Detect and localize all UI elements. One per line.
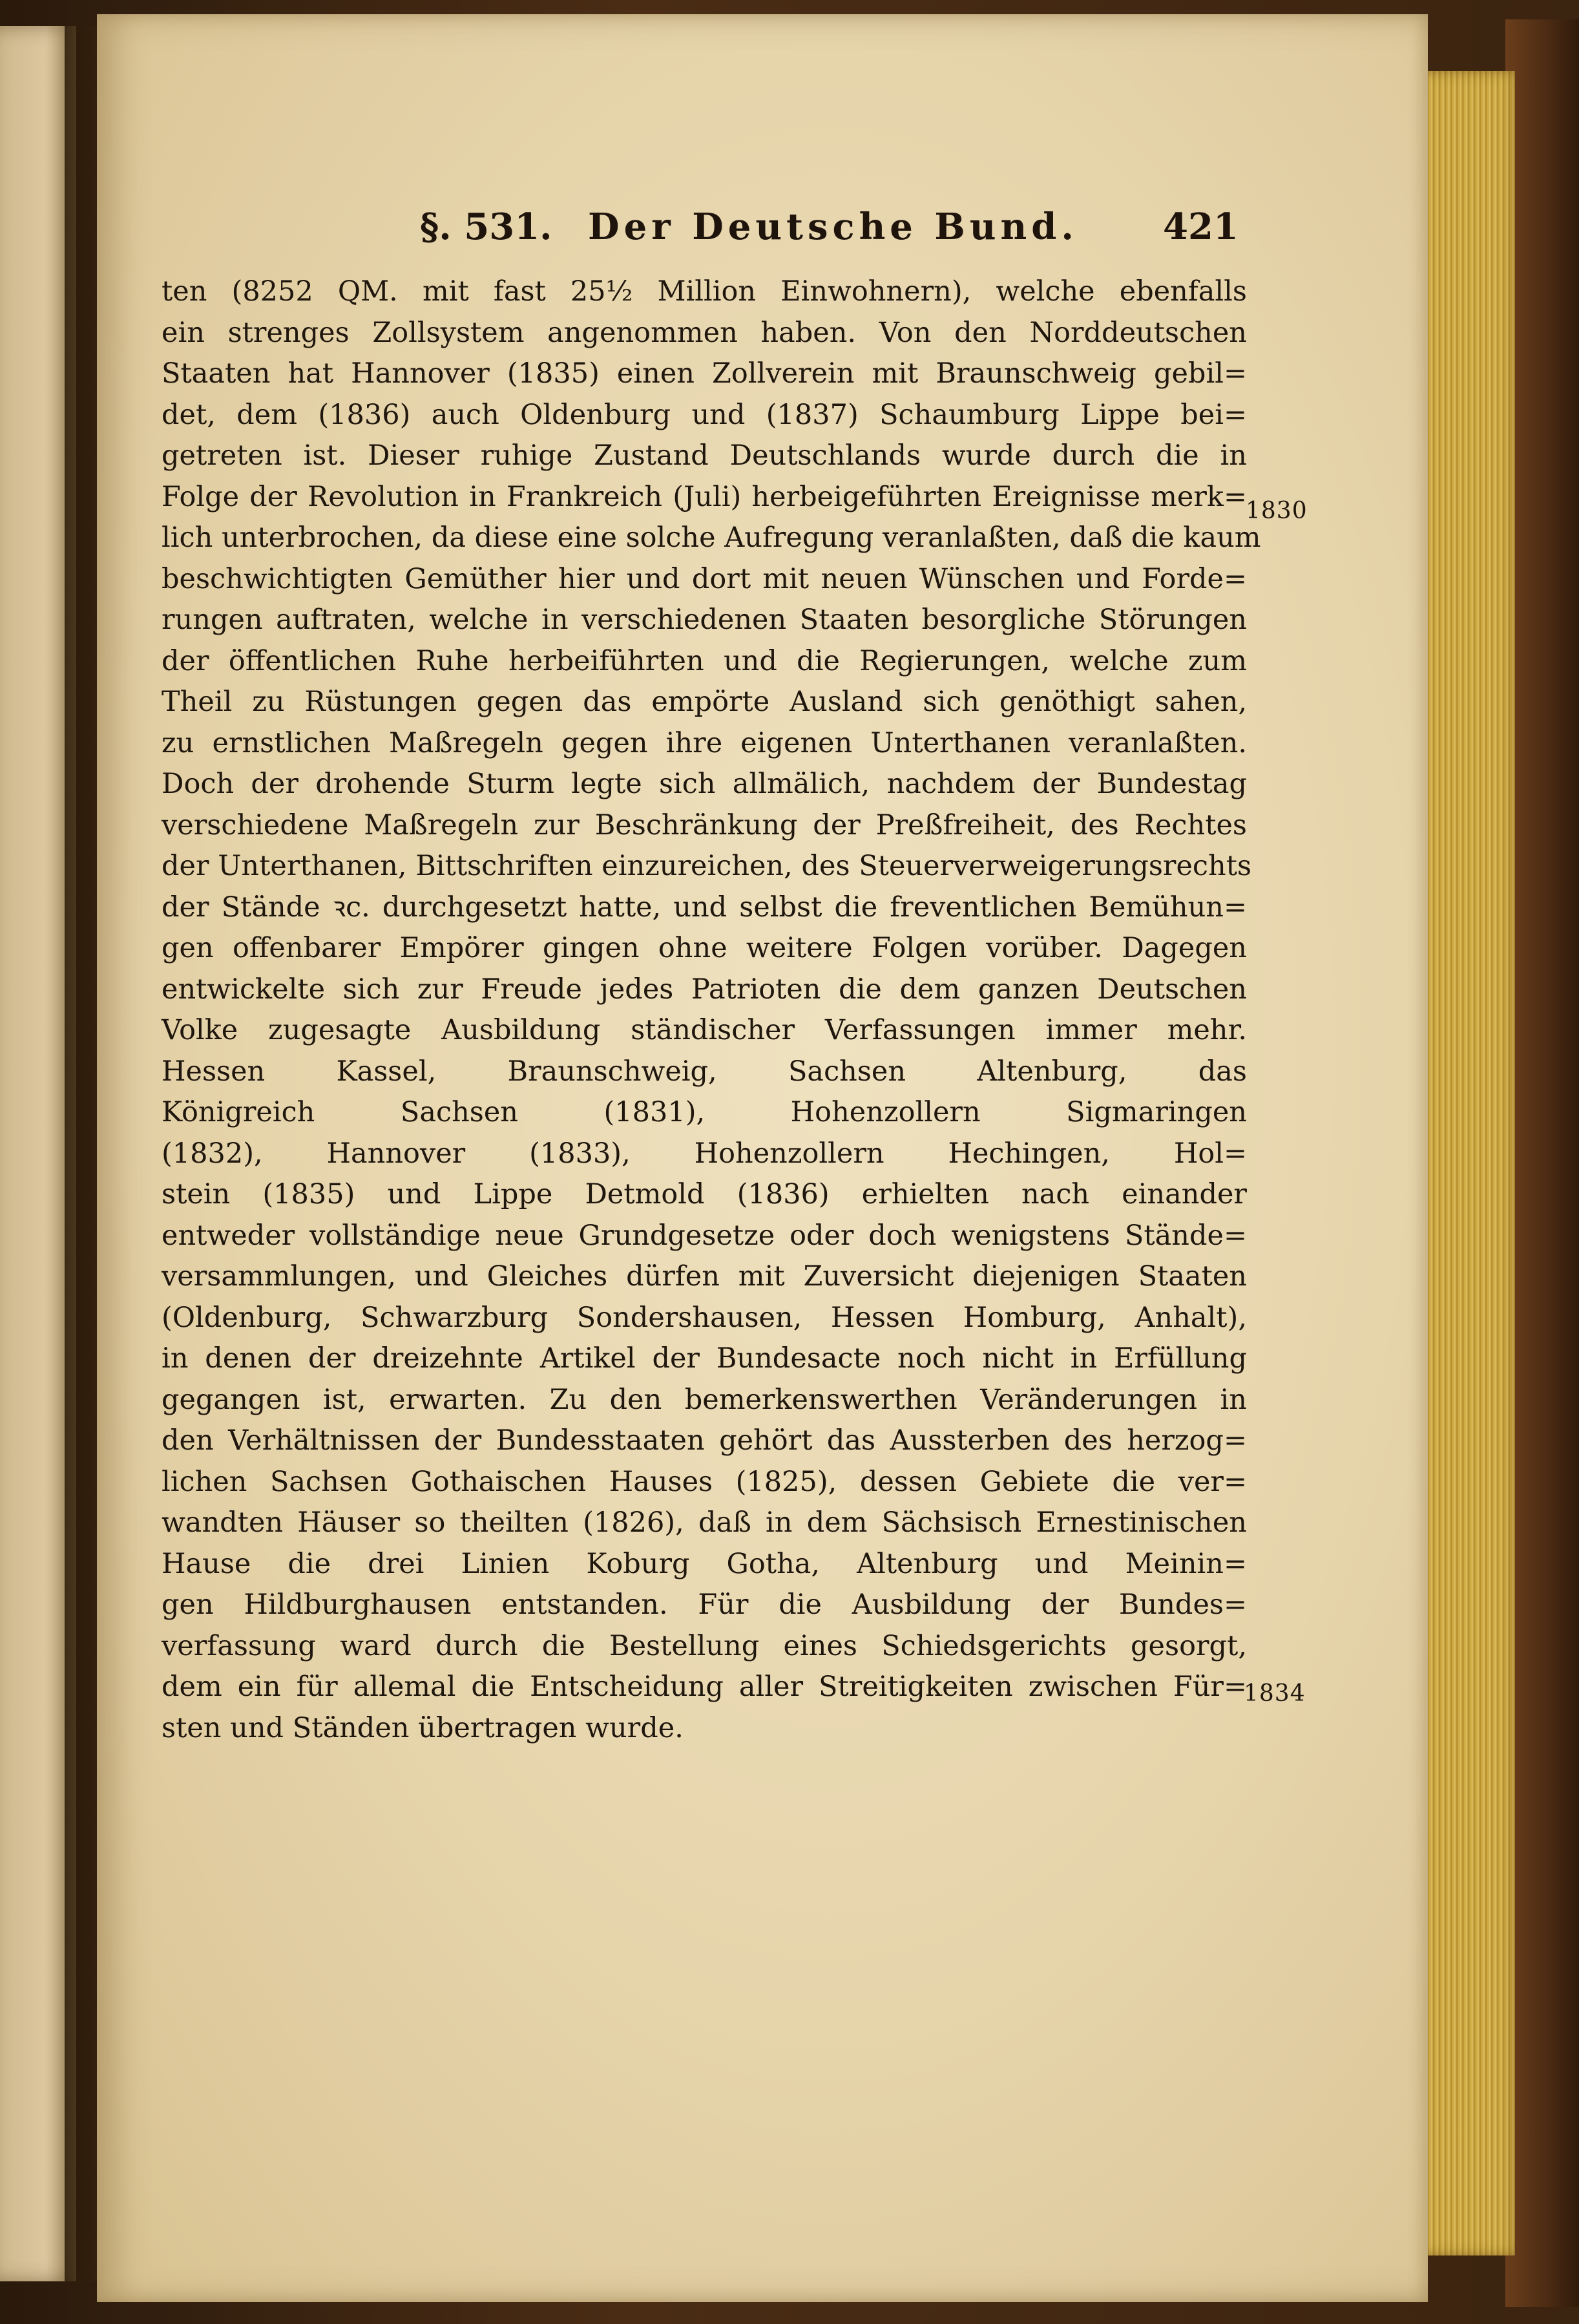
text-line: gen Hildburghausen entstanden. Für die Ausbildung der Bundes=	[162, 1589, 1247, 1621]
section-number: §. 531.	[420, 206, 552, 248]
body-text	[162, 271, 1261, 1749]
margin-year-1834: 1834	[1244, 1680, 1306, 1707]
text-line: lich unterbrochen, da diese eine solche Aufregung veranlaßten, daß die kaum	[162, 522, 1261, 554]
text-line: gen offenbarer Empörer gingen ohne weitere Folgen vorüber. Dagegen	[162, 932, 1247, 964]
text-line: den Verhältnissen der Bundesstaaten gehört das Aussterben des herzog=	[162, 1424, 1247, 1457]
text-line: wandten Häuser so theilten (1826), daß in dem Sächsisch Ernestinischen	[162, 1506, 1247, 1539]
running-header	[401, 206, 1240, 257]
text-line: gegangen ist, erwarten. Zu den bemerkenswerthen Veränderungen in	[162, 1383, 1247, 1416]
text-line: sten und Ständen übertragen wurde.	[162, 1711, 684, 1744]
text-line: Doch der drohende Sturm legte sich allmälich, nachdem der Bundestag	[162, 768, 1247, 800]
text-line: der öffentlichen Ruhe herbeiführten und die Regierungen, welche zum	[162, 644, 1247, 677]
text-line: dem ein für allemal die Entscheidung aller Streitigkeiten zwischen Für=	[162, 1671, 1247, 1703]
text-line: getreten ist. Dieser ruhige Zustand Deutschlands wurde durch die in	[162, 439, 1247, 472]
text-line: der Unterthanen, Bittschriften einzureichen, des Steuerverweigerungsrechts	[162, 850, 1252, 882]
text-line: beschwichtigten Gemüther hier und dort mit neuen Wünschen und Forde=	[162, 562, 1247, 595]
text-line: Hause die drei Linien Koburg Gotha, Altenburg und Meinin=	[162, 1547, 1247, 1580]
text-line: in denen der dreizehnte Artikel der Bundesacte noch nicht in Erfüllung	[162, 1342, 1247, 1375]
text-line: verschiedene Maßregeln zur Beschränkung der Preßfreiheit, des Rechtes	[162, 808, 1247, 841]
text-line: Folge der Revolution in Frankreich (Juli) herbeigeführten Ereignisse merk=	[162, 480, 1247, 513]
text-line: entweder vollständige neue Grundgesetze oder doch wenigstens Stände=	[162, 1219, 1247, 1252]
text-line: (Oldenburg, Schwarzburg Sondershausen, Hessen Homburg, Anhalt),	[162, 1301, 1247, 1334]
text-line: rungen auftraten, welche in verschiedenen Staaten besorgliche Störungen	[162, 604, 1247, 636]
text-line: zu ernstlichen Maßregeln gegen ihre eigenen Unterthanen veranlaßten.	[162, 726, 1247, 759]
margin-year-1830: 1830	[1246, 498, 1308, 524]
text-line: Theil zu Rüstungen gegen das empörte Ausland sich genöthigt sahen,	[162, 686, 1247, 718]
text-line: (1832), Hannover (1833), Hohenzollern Hechingen, Hol=	[162, 1137, 1247, 1170]
text-line: Hessen Kassel, Braunschweig, Sachsen Altenburg, das	[162, 1055, 1247, 1088]
text-line: verfassung ward durch die Bestellung eines Schiedsgerichts gesorgt,	[162, 1629, 1247, 1662]
text-line: versammlungen, und Gleiches dürfen mit Zuversicht diejenigen Staaten	[162, 1260, 1247, 1293]
gilt-page-edges	[1418, 71, 1515, 2255]
text-line: ein strenges Zollsystem angenommen haben. Von den Norddeutschen	[162, 316, 1247, 349]
book-cover-edge	[1505, 19, 1579, 2307]
text-line: Königreich Sachsen (1831), Hohenzollern Sigmaringen	[162, 1096, 1247, 1128]
text-line: ten (8252 QM. mit fast 25½ Million Einwohnern), welche ebenfalls	[162, 275, 1247, 308]
page-number: 421	[1163, 206, 1239, 248]
text-line: det, dem (1836) auch Oldenburg und (1837) Schaumburg Lippe bei=	[162, 398, 1247, 431]
text-line: lichen Sachsen Gothaischen Hauses (1825), dessen Gebiete die ver=	[162, 1465, 1247, 1498]
text-line: entwickelte sich zur Freude jedes Patrioten die dem ganzen Deutschen	[162, 973, 1247, 1006]
text-line: der Stände ꝛc. durchgesetzt hatte, und selbst die freventlichen Bemühun=	[162, 891, 1247, 924]
chapter-title: Der Deutsche Bund.	[588, 206, 1078, 248]
text-line: stein (1835) und Lippe Detmold (1836) erhielten nach einander	[162, 1178, 1247, 1210]
text-line: Volke zugesagte Ausbildung ständischer Verfassungen immer mehr.	[162, 1014, 1247, 1046]
text-line: Staaten hat Hannover (1835) einen Zollverein mit Braunschweig gebil=	[162, 357, 1247, 390]
